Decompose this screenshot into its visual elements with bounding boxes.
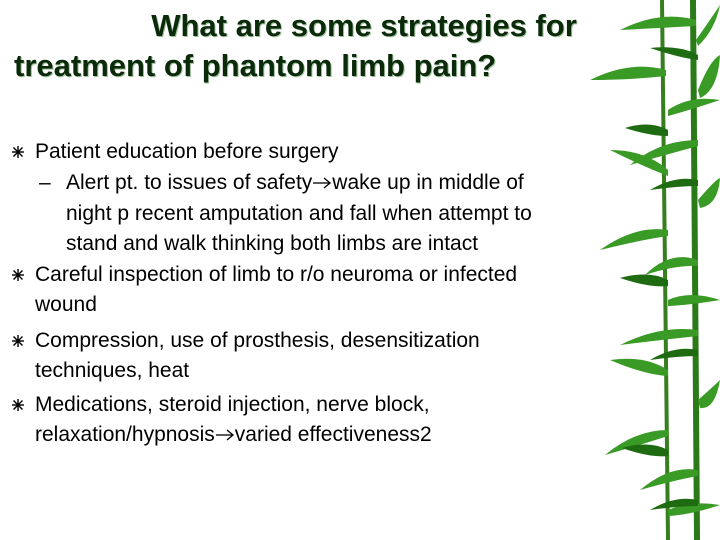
slide-title [0, 6, 720, 86]
right-arrow-icon [215, 429, 235, 441]
asterisk-bullet-icon [10, 144, 26, 160]
bullet-1-text: Patient education before surgery [35, 140, 339, 163]
sub-bullet-dash: – [39, 171, 51, 194]
bullet-4-line-1: Medications, steroid injection, nerve block, [35, 393, 430, 416]
bullet-2-line-1: Careful inspection of limb to r/o neuroma or infected [35, 263, 518, 286]
bullet-3-line-1: Compression, use of prosthesis, desensitization [35, 329, 480, 352]
sub-line-1-part-a: Alert pt. to issues of safety [66, 171, 313, 194]
bullet-2-line-2: wound [35, 293, 97, 316]
asterisk-bullet-icon [10, 333, 26, 349]
bullet-4-line-2-part-a: relaxation/hypnosis [35, 423, 215, 446]
bullet-4-line-2-part-b: varied effectiveness2 [234, 423, 432, 446]
sub-bullet-line-3: stand and walk thinking both limbs are intact [66, 232, 479, 255]
bullet-3-line-2: techniques, heat [35, 359, 190, 382]
sub-bullet-line-1 [66, 168, 524, 198]
right-arrow-icon [312, 177, 332, 189]
bullet-4-line-2 [35, 420, 432, 450]
sub-line-1-part-b: wake up in middle of [332, 171, 524, 194]
sub-bullet-line-2: night p recent amputation and fall when attempt to [66, 202, 532, 225]
asterisk-bullet-icon [10, 397, 26, 413]
asterisk-bullet-icon [10, 267, 26, 283]
title-line-1: What are some strategies for [151, 8, 577, 43]
title-line-2: treatment of phantom limb pain? [14, 48, 497, 83]
